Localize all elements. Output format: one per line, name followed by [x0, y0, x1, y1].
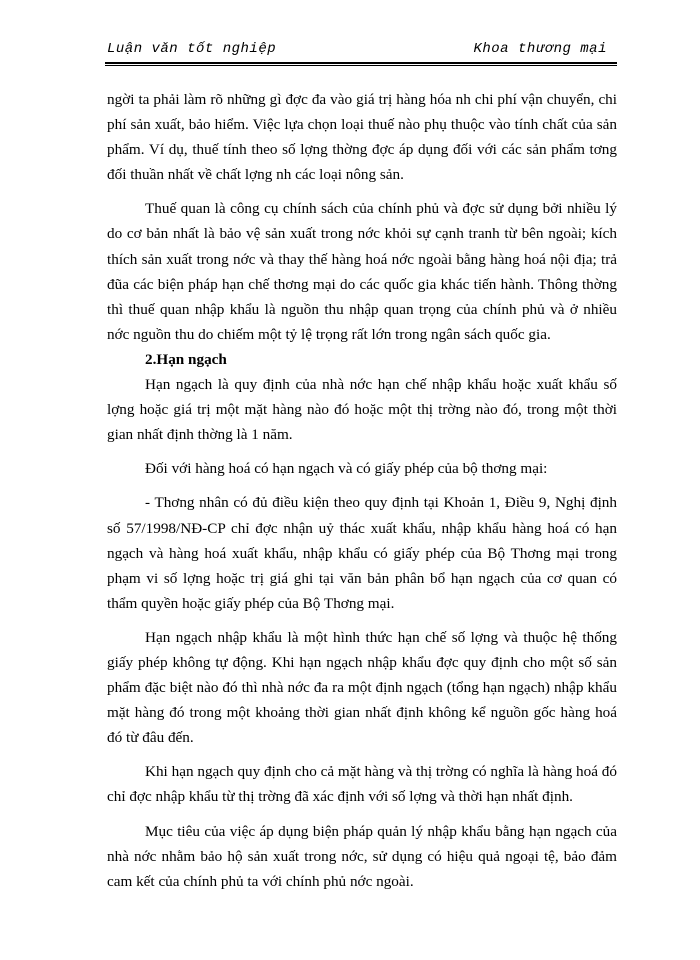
header-rule — [105, 62, 617, 64]
header-faculty-label: Khoa thương mại — [473, 41, 607, 57]
paragraph-import-quota: Hạn ngạch nhập khẩu là một hình thức hạn chế số lợng và thuộc hệ thống giấy phép không tự động. Khi hạn ngạch nhập khẩu đợc quy định cho một số sản phẩm đặc biệt nào đó thì nhà nớc đa ra một định ngạch (tổng hạn ngạch) nhập khẩu mặt hàng đó trong một khoảng thời gian nhất định không kể nguồn gốc hàng hoá đó từ đâu đến. — [107, 628, 617, 747]
paragraph-quota-definition: Hạn ngạch là quy định của nhà nớc hạn chế nhập khẩu hoặc xuất khẩu số lợng hoặc giá trị một mặt hàng nào đó hoặc một thị trờng nào đó, trong một thời gian nhất định thờng là 1 năm. — [107, 376, 617, 444]
document-body — [107, 87, 617, 903]
paragraph-tariff-policy: Thuế quan là công cụ chính sách của chính phủ và đợc sử dụng bởi nhiều lý do cơ bản nhất là bảo vệ sản xuất trong nớc khỏi sự cạnh tranh từ bên ngoài; kích thích sản xuất trong nớc và thay thế hàng hoá nớc ngoài bằng hàng hoá nội địa; trả đũa các biện pháp hạn chế thơng mại do các quốc gia khác tiến hành. Thông thờng thì thuế quan nhập khẩu là nguồn thu nhập quan trọng của chính phủ và ở nhiều nớc nguồn thu do chiếm một tỷ lệ trọng rất lớn trong ngân sách quốc gia. — [107, 200, 617, 343]
paragraph-continuation: ngời ta phải làm rõ những gì đợc đa vào giá trị hàng hóa nh chi phí vận chuyển, chi phí sản xuất, bảo hiểm. Việc lựa chọn loại thuế nào phụ thuộc vào tính chất của sản phẩm. Ví dụ, thuế tính theo số lợng thờng đợc áp dụng đối với các sản phẩm tơng đối thuần nhất về chất lợng nh các loại nông sản. — [107, 91, 617, 184]
header-rule-thin — [105, 65, 617, 66]
paragraph-quota-license: Đối với hàng hoá có hạn ngạch và có giấy phép của bộ thơng mại: — [145, 460, 548, 478]
header-thesis-label: Luận văn tốt nghiệp — [107, 41, 277, 57]
section-heading-quota: 2.Hạn ngạch — [145, 350, 227, 368]
paragraph-quota-objective: Mục tiêu của việc áp dụng biện pháp quản lý nhập khẩu bằng hạn ngạch của nhà nớc nhằm bảo hộ sản xuất trong nớc, sử dụng có hiệu quả ngoại tệ, bảo đảm cam kết của chính phủ ta với chính phủ nớc ngoài. — [107, 822, 617, 890]
paragraph-market-quota: Khi hạn ngạch quy định cho cả mặt hàng và thị trờng có nghĩa là hàng hoá đó chỉ đợc nhập khẩu từ thị trờng đã xác định với số lợng và thời hạn nhất định. — [107, 763, 617, 806]
paragraph-trader-conditions: - Thơng nhân có đủ điều kiện theo quy định tại Khoản 1, Điều 9, Nghị định số 57/1998/NĐ-CP chỉ đợc nhận uỷ thác xuất khẩu, nhập khẩu hàng hoá có hạn ngạch và hàng hoá xuất khẩu, nhập khẩu có giấy phép của Bộ Thơng mại trong phạm vi số lợng hoặc trị giá ghi tại văn bản phân bổ hạn ngạch của cơ quan có thẩm quyền hoặc giấy phép của Bộ Thơng mại. — [107, 494, 617, 612]
page-header — [105, 39, 615, 61]
